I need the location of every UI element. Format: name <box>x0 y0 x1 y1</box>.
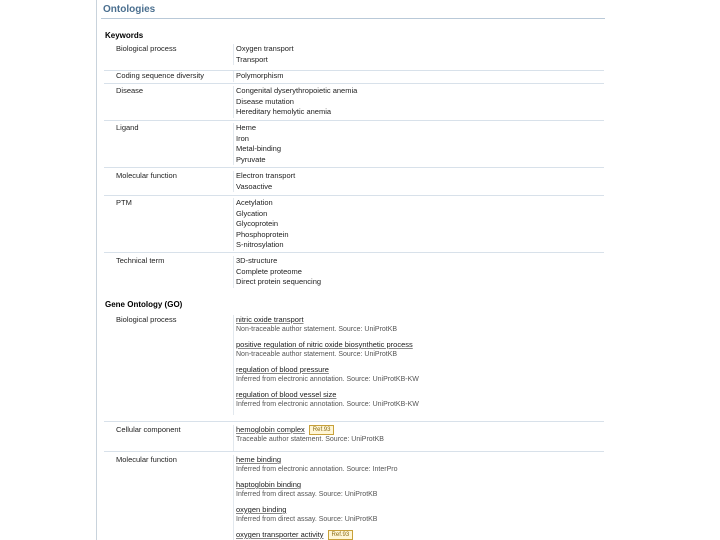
keyword-link[interactable]: Complete proteome <box>236 266 302 276</box>
keyword-link[interactable]: Disease mutation <box>236 96 294 106</box>
row-label: Coding sequence diversity <box>116 71 204 80</box>
keyword-row-molecular-function <box>104 171 604 196</box>
row-values <box>236 71 596 82</box>
go-term-link[interactable] <box>236 530 596 540</box>
keyword-link[interactable]: Polymorphism <box>236 71 284 80</box>
keyword-row-ligand <box>104 123 604 168</box>
row-label: PTM <box>116 198 132 207</box>
column-divider <box>233 171 234 192</box>
keyword-link[interactable]: Electron transport <box>236 171 296 180</box>
keyword-link[interactable]: Iron <box>236 133 249 143</box>
keyword-row-technical-term <box>104 256 604 290</box>
row-values <box>236 315 596 415</box>
keywords-heading: Keywords <box>105 31 144 40</box>
keyword-link[interactable]: Transport <box>236 54 268 64</box>
go-evidence: Inferred from electronic annotation. Source: UniProtKB-KW <box>236 400 419 408</box>
section-divider <box>101 18 605 19</box>
keyword-row-biological-process <box>104 44 604 71</box>
column-divider <box>233 86 234 118</box>
keyword-link[interactable]: Pyruvate <box>236 154 266 164</box>
go-evidence: Non-traceable author statement. Source: UniProtKB <box>236 350 398 358</box>
row-label: Biological process <box>116 44 177 53</box>
row-values <box>236 198 596 251</box>
go-term-link[interactable]: regulation of blood pressure <box>236 365 329 374</box>
keyword-row-ptm <box>104 198 604 253</box>
row-values <box>236 86 596 118</box>
go-term-link[interactable]: oxygen binding <box>236 505 287 514</box>
keyword-link[interactable]: Hereditary hemolytic anemia <box>236 107 332 116</box>
row-label: Cellular component <box>116 425 181 434</box>
keyword-row-coding-sequence <box>104 71 604 84</box>
keyword-link[interactable]: Vasoactive <box>236 181 273 191</box>
row-values <box>236 455 596 540</box>
go-evidence: Inferred from direct assay. Source: UniProtKB <box>236 490 378 498</box>
column-divider <box>233 44 234 65</box>
row-label: Biological process <box>116 315 177 324</box>
keyword-link[interactable]: Oxygen transport <box>236 44 294 53</box>
keyword-link[interactable]: 3D-structure <box>236 256 278 265</box>
go-term-link[interactable]: nitric oxide transport <box>236 315 304 324</box>
row-label: Ligand <box>116 123 139 132</box>
row-label: Disease <box>116 86 144 95</box>
column-divider <box>233 198 234 251</box>
section-title: Ontologies <box>103 4 156 15</box>
keyword-link[interactable]: Metal-binding <box>236 144 282 153</box>
row-values <box>236 44 596 65</box>
keyword-link[interactable]: S-nitrosylation <box>236 240 284 249</box>
reference-badge[interactable]: Ref.93 <box>328 530 354 540</box>
go-heading: Gene Ontology (GO) <box>105 300 183 309</box>
column-divider <box>233 256 234 288</box>
row-label: Technical term <box>116 256 165 265</box>
keyword-link[interactable]: Direct protein sequencing <box>236 277 322 286</box>
row-values <box>236 171 596 192</box>
column-divider <box>233 315 234 415</box>
row-label: Molecular function <box>116 171 177 180</box>
keyword-link[interactable]: Acetylation <box>236 198 273 207</box>
go-row-biological-process <box>104 315 604 422</box>
go-evidence: Traceable author statement. Source: UniProtKB <box>236 436 384 443</box>
go-term-link[interactable]: regulation of blood vessel size <box>236 390 337 399</box>
keyword-row-disease <box>104 86 604 121</box>
go-row-molecular-function <box>104 455 604 540</box>
reference-badge[interactable]: Ref.93 <box>309 425 335 435</box>
column-divider <box>233 455 234 540</box>
go-term-link[interactable]: positive regulation of nitric oxide biosynthetic process <box>236 340 413 349</box>
go-term-text[interactable]: hemoglobin complex <box>236 425 305 434</box>
keyword-link[interactable]: Glycoprotein <box>236 219 279 228</box>
row-values <box>236 123 596 165</box>
row-values <box>236 425 596 451</box>
keyword-link[interactable]: Heme <box>236 123 257 132</box>
keyword-link[interactable]: Congenital dyserythropoietic anemia <box>236 86 358 95</box>
go-row-cellular-component <box>104 425 604 452</box>
go-term-link[interactable]: haptoglobin binding <box>236 480 302 489</box>
go-term-link[interactable] <box>236 425 596 435</box>
row-label: Molecular function <box>116 455 177 464</box>
go-evidence: Non-traceable author statement. Source: UniProtKB <box>236 325 398 333</box>
go-evidence: Inferred from electronic annotation. Source: UniProtKB-KW <box>236 375 419 383</box>
keyword-link[interactable]: Glycation <box>236 208 268 218</box>
column-divider <box>233 425 234 451</box>
go-evidence: Inferred from direct assay. Source: UniProtKB <box>236 515 378 523</box>
go-term-link[interactable]: heme binding <box>236 455 282 464</box>
row-values <box>236 256 596 288</box>
left-border <box>96 0 97 540</box>
keyword-link[interactable]: Phosphoprotein <box>236 229 289 239</box>
column-divider <box>233 123 234 165</box>
go-term-text[interactable]: oxygen transporter activity <box>236 530 324 539</box>
column-divider <box>233 71 234 82</box>
go-evidence: Inferred from electronic annotation. Source: InterPro <box>236 465 398 473</box>
